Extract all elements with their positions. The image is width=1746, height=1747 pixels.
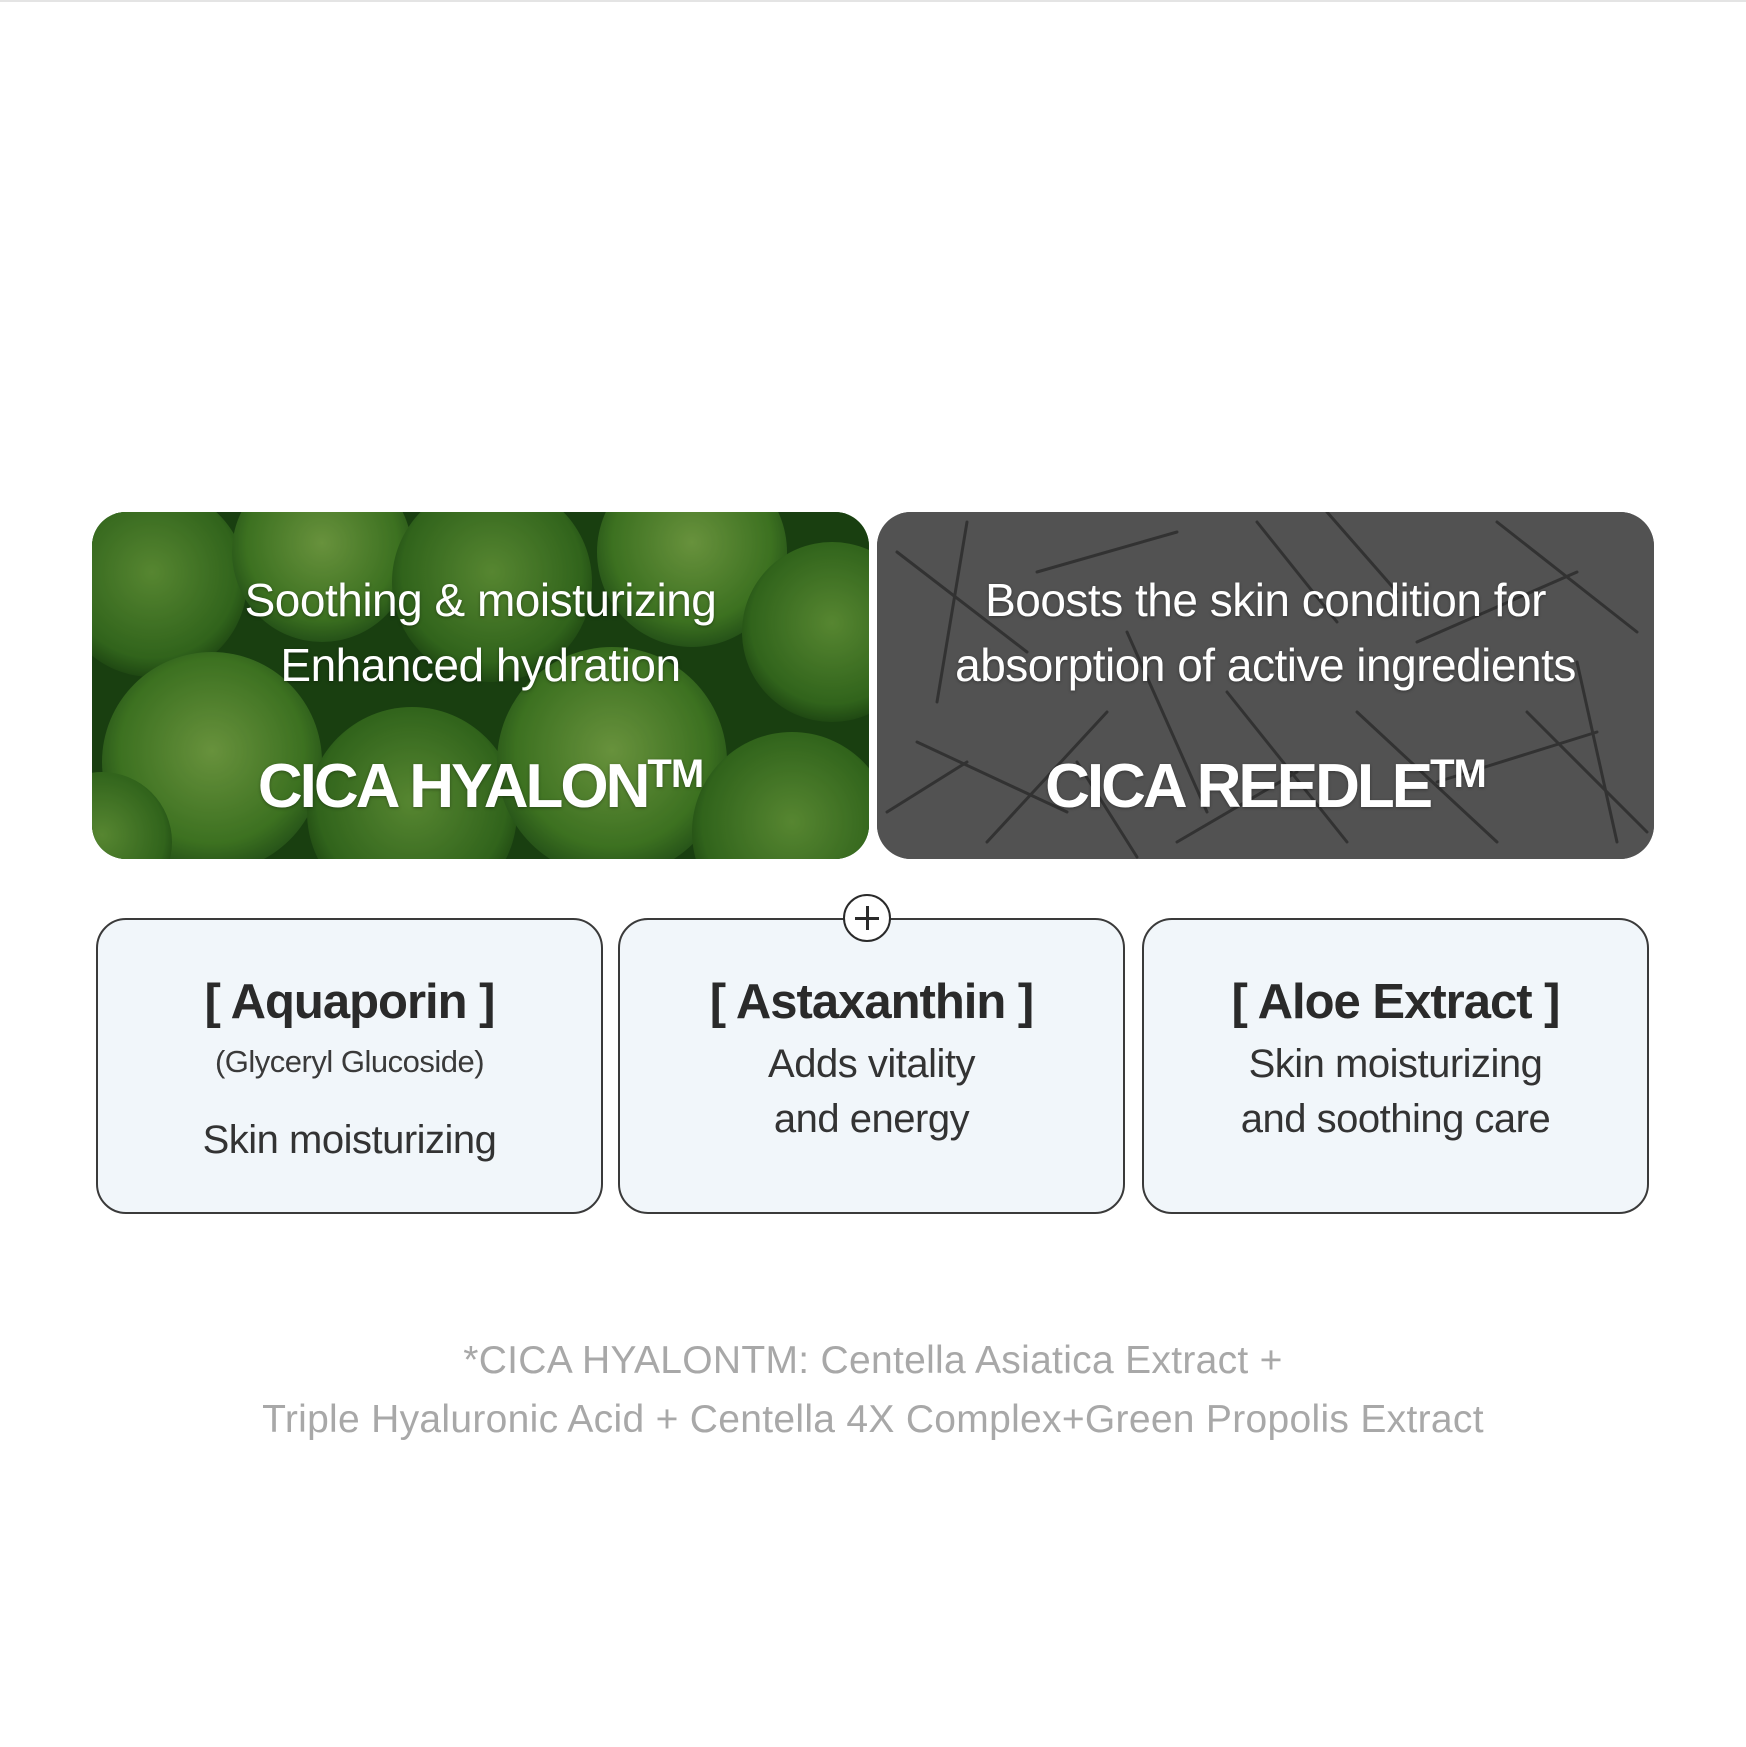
footnote-line: *CICA HYALONTM: Centella Asiatica Extract + — [463, 1339, 1283, 1382]
ingredient-line: Skin moisturizing — [1248, 1042, 1543, 1086]
feature-title-text: CICA REEDLE — [1045, 752, 1431, 821]
ingredient-line: and soothing care — [1240, 1097, 1551, 1141]
ingredient-card-aloe-extract — [1142, 918, 1649, 1214]
plus-circle-icon — [843, 894, 891, 942]
trademark-mark: TM — [1430, 752, 1486, 796]
feature-line: Enhanced hydration — [280, 639, 681, 691]
top-divider — [0, 0, 1746, 2]
ingredient-line: Adds vitality — [768, 1042, 975, 1086]
trademark-mark: TM — [647, 752, 704, 796]
ingredient-title: [ Astaxanthin ] — [709, 975, 1034, 1029]
feature-title — [877, 738, 1654, 823]
feature-line: absorption of active ingredients — [955, 639, 1576, 691]
ingredient-title: [ Aquaporin ] — [204, 975, 495, 1029]
feature-title — [92, 738, 869, 823]
ingredient-description — [1144, 1037, 1647, 1147]
footnote-line: Triple Hyaluronic Acid + Centella 4X Complex+Green Propolis Extract — [262, 1398, 1484, 1441]
feature-card-cica-hyalon — [92, 512, 869, 859]
footnote — [0, 1331, 1746, 1449]
feature-description — [92, 568, 869, 698]
ingredient-card-astaxanthin — [618, 918, 1125, 1214]
feature-line: Boosts the skin condition for — [985, 574, 1546, 626]
ingredient-description — [620, 1037, 1123, 1147]
ingredient-line: and energy — [773, 1097, 970, 1141]
ingredient-description — [98, 1113, 601, 1168]
feature-description — [877, 568, 1654, 698]
ingredient-line: Skin moisturizing — [202, 1118, 497, 1162]
feature-title-text: CICA HYALON — [257, 752, 648, 821]
ingredient-card-aquaporin — [96, 918, 603, 1214]
feature-line: Soothing & moisturizing — [244, 574, 717, 626]
ingredient-title: [ Aloe Extract ] — [1231, 975, 1560, 1029]
feature-card-cica-reedle — [877, 512, 1654, 859]
ingredient-subtitle: (Glyceryl Glucoside) — [214, 1044, 485, 1079]
